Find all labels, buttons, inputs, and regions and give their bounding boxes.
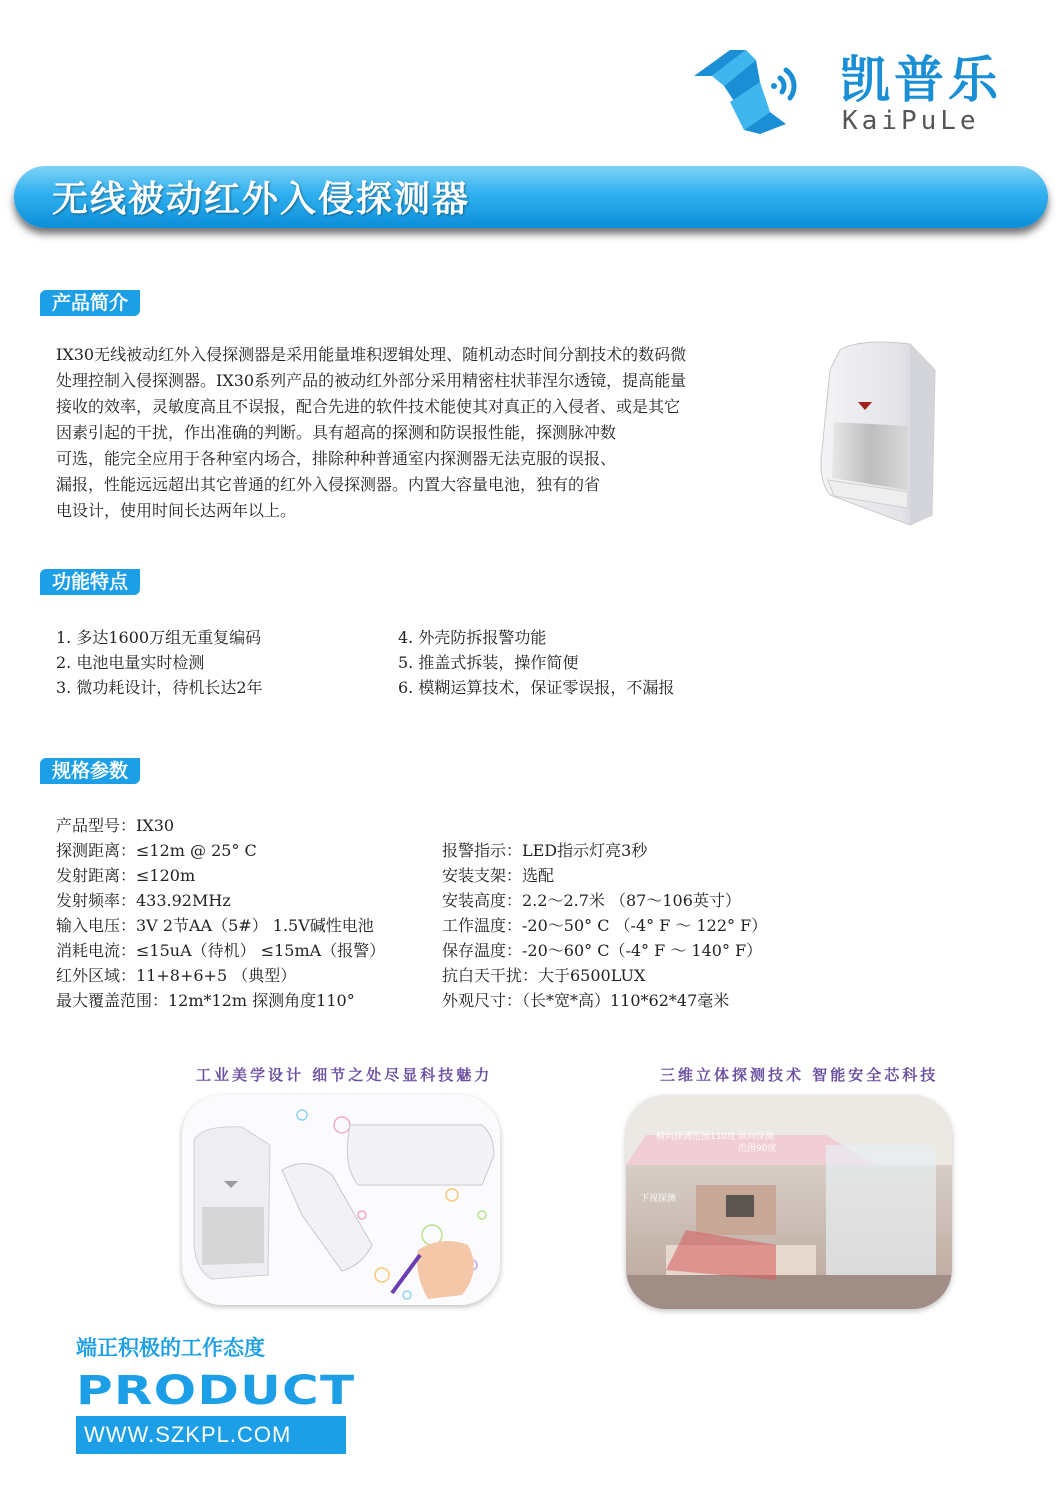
feature-item: 1. 多达1600万组无重复编码 [56,628,262,647]
intro-line: 电设计，使用时间长达两年以上。 [56,501,297,520]
specs-list-right [442,838,767,1013]
spec-item: 发射频率：433.92MHz [56,891,231,910]
specs-list-left [56,813,385,1013]
intro-line: 因素引起的干扰，作出准确的判断。具有超高的探测和防误报性能，探测脉冲数 [56,423,617,442]
room-label-down: 下视探测 [640,1194,677,1204]
caption-left: 工业美学设计 细节之处尽显科技魅力 [196,1066,493,1084]
feature-item: 3. 微功耗设计，待机长达2年 [56,678,263,697]
footer-product: PRODUCT [76,1368,356,1414]
wifi-signal-icon [771,70,794,98]
features-list-left [56,625,263,700]
intro-line: IX30无线被动红外入侵探测器是采用能量堆积逻辑处理、随机动态时间分割技术的数码微 [56,345,687,364]
spec-item: 输入电压：3V 2节AA（5#） 1.5V碱性电池 [56,916,374,935]
spec-item: 安装支架：选配 [442,866,555,885]
spec-item: 外观尺寸：（长*宽*高）110*62*47毫米 [442,991,730,1010]
spec-item: 探测距离：≤12m @ 25° C [56,841,257,860]
brand-name-cn: 凯普乐 [840,51,1002,109]
intro-line: 接收的效率，灵敏度高且不误报，配合先进的软件技术能使其对真正的入侵者、或是其它 [56,397,681,416]
spec-item: 工作温度：-20～50° C （-4° F ～ 122° F） [442,916,768,935]
page-title: 无线被动红外入侵探测器 [52,179,471,220]
feature-item: 5. 推盖式拆装，操作简便 [398,653,579,672]
spec-item: 红外区域：11+8+6+5 （典型） [56,966,297,985]
spec-item: 发射距离：≤120m [56,866,196,885]
intro-line: 处理控制入侵探测器。IX30系列产品的被动红外部分采用精密柱状菲涅尔透镜，提高能量 [56,371,687,390]
design-illustration [182,1095,500,1305]
brand-name-en: KaiPuLe [842,106,980,136]
spec-item: 报警指示：LED指示灯亮3秒 [442,841,648,860]
spec-item: 消耗电流：≤15uA（待机） ≤15mA（报警） [56,941,386,960]
logo-mark-icon [690,46,800,136]
feature-item: 4. 外壳防拆报警功能 [398,628,547,647]
features-list-right [398,625,674,700]
spec-item: 保存温度：-20～60° C（-4° F ～ 140° F） [442,941,763,960]
caption-right: 三维立体探测技术 智能安全芯科技 [660,1066,939,1084]
detector-product-image [800,330,970,530]
room-label-vertical-1: 纵向探测 [738,1132,775,1142]
room-image [626,1095,952,1309]
spec-item: 抗白天干扰：大于6500LUX [442,966,646,985]
feature-item: 6. 模糊运算技术，保证零误报，不漏报 [398,678,675,697]
room-label-horizontal: 横向探测范围110度 [656,1132,737,1142]
section-header-intro: 产品简介 [40,290,140,316]
footer-slogan: 端正积极的工作态度 [76,1336,265,1360]
section-header-specs: 规格参数 [40,758,140,784]
feature-item: 2. 电池电量实时检测 [56,653,205,672]
intro-paragraph [56,342,756,524]
spec-item: 最大覆盖范围：12m*12m 探测角度110° [56,991,355,1010]
intro-line: 可选，能完全应用于各种室内场合，排除种种普通室内探测器无法克服的误报、 [56,449,617,468]
section-header-features: 功能特点 [40,569,140,595]
brand-logo [690,40,1030,140]
spec-item: 产品型号：IX30 [56,816,175,835]
spec-item: 安装高度：2.2～2.7米 （87～106英寸） [442,891,741,910]
room-label-vertical-2: 范围90度 [738,1144,777,1154]
intro-line: 漏报，性能远远超出其它普通的红外入侵探测器。内置大容量电池，独有的省 [56,475,601,494]
design-image [182,1095,500,1305]
footer-url[interactable]: WWW.SZKPL.COM [76,1416,346,1454]
